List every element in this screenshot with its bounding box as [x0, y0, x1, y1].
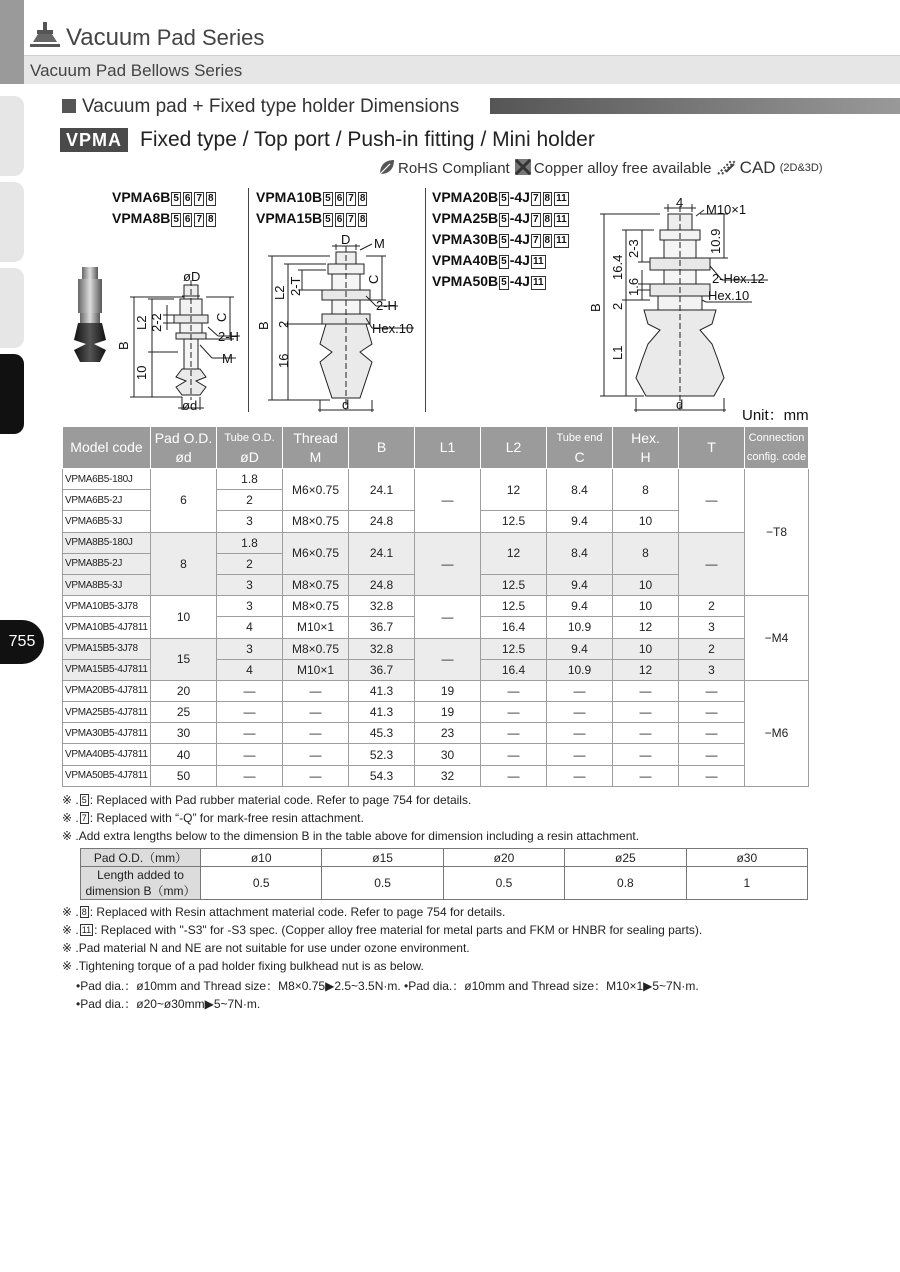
- table-row: [63, 596, 809, 617]
- note-prefix: ※ .: [62, 905, 79, 919]
- page-subtitle: Vacuum Pad Bellows Series: [30, 61, 243, 80]
- l2-cell: —: [481, 723, 547, 744]
- option-box: 7: [196, 214, 203, 225]
- add-col-header: ø30: [686, 849, 807, 867]
- column-header: [217, 427, 283, 469]
- l2-cell: 12.5: [481, 638, 547, 659]
- model-cell: VPMA8B5-180J: [63, 532, 151, 553]
- d3-hex12-label: 2-Hex.12: [712, 271, 765, 286]
- model-cell: VPMA6B5-2J: [63, 490, 151, 511]
- option-box: 5: [173, 214, 179, 225]
- l2-cell: —: [481, 765, 547, 786]
- option-box: 6: [336, 193, 343, 204]
- l2-cell: 12: [481, 532, 547, 574]
- thread-cell: M6×0.75: [283, 469, 349, 511]
- d1-od-top-label: øD: [183, 269, 201, 284]
- option-box: 8: [208, 193, 214, 204]
- tube-cell: 4: [217, 617, 283, 638]
- pad-cell: 40: [151, 744, 217, 765]
- model-code-mid: -4J: [509, 273, 530, 289]
- c-cell: —: [547, 723, 613, 744]
- thread-cell: —: [283, 680, 349, 701]
- tube-cell: —: [217, 702, 283, 723]
- note-resin: [62, 905, 505, 919]
- note-text: : Replaced with "-S3" for -S3 spec. (Copper alloy free material for metal parts and FKM or HNBR for sealing parts).: [94, 923, 703, 937]
- column-header: [613, 427, 679, 469]
- rohs-text: RoHS Compliant: [398, 160, 510, 177]
- model-code-mid: -4J: [509, 231, 530, 247]
- t-cell: —: [679, 765, 745, 786]
- l2-cell: 16.4: [481, 617, 547, 638]
- t-cell: 2: [679, 596, 745, 617]
- copper-free-text: Copper alloy free available: [533, 160, 712, 177]
- thread-cell: —: [283, 744, 349, 765]
- model-cell: VPMA30B5-4J7811: [63, 723, 151, 744]
- option-box: 5: [325, 214, 331, 225]
- column-header: [349, 427, 415, 469]
- option-box: 6: [184, 193, 191, 204]
- tube-cell: 3: [217, 511, 283, 532]
- tube-cell: 2: [217, 553, 283, 574]
- add-col-value: 0.8: [565, 867, 686, 900]
- model-cell: VPMA50B5-4J7811: [63, 765, 151, 786]
- tube-cell: —: [217, 765, 283, 786]
- b-cell: 41.3: [349, 680, 415, 701]
- h-cell: —: [613, 702, 679, 723]
- note-torque-1: •Pad dia.：ø10mm and Thread size：M8×0.75▶2.5~3.5N·m. •Pad dia.：ø10mm and Thread size：M10×1▶5~7N·m.: [76, 979, 699, 993]
- c-cell: 9.4: [547, 638, 613, 659]
- d1-t-label: 2-2: [149, 313, 164, 332]
- option-box: 7: [348, 193, 354, 204]
- thread-cell: M10×1: [283, 617, 349, 638]
- l1-cell: 19: [415, 702, 481, 723]
- add-col-header: ø15: [322, 849, 443, 867]
- h-cell: 10: [613, 596, 679, 617]
- note-s3: [62, 923, 702, 937]
- d3-d-bot-label: d: [676, 397, 684, 412]
- d3-m-label: M10×1: [706, 202, 747, 217]
- note-box: 7: [81, 813, 87, 823]
- c-cell: 9.4: [547, 596, 613, 617]
- option-box: 5: [501, 193, 507, 204]
- pad-cell: 50: [151, 765, 217, 786]
- b-cell: 52.3: [349, 744, 415, 765]
- option-box: 8: [359, 193, 366, 204]
- d1-l2-label: L2: [134, 315, 149, 330]
- add-col-header: ø25: [565, 849, 686, 867]
- option-box: 7: [196, 193, 203, 204]
- add-header-label: Pad O.D.（mm）: [81, 849, 201, 867]
- table-row: [63, 469, 809, 490]
- thread-cell: M6×0.75: [283, 532, 349, 574]
- option-box: 8: [359, 214, 366, 225]
- tube-cell: 3: [217, 574, 283, 595]
- model-cell: VPMA6B5-3J: [63, 511, 151, 532]
- table-row: [63, 638, 809, 659]
- option-box: 11: [556, 235, 567, 246]
- l2-cell: —: [481, 744, 547, 765]
- l2-cell: 12.5: [481, 574, 547, 595]
- d3-h109-label: 10.9: [708, 228, 723, 254]
- note-pad-rubber: [62, 793, 471, 807]
- b-cell: 54.3: [349, 765, 415, 786]
- d3-b-label: B: [588, 303, 603, 312]
- thread-cell: —: [283, 723, 349, 744]
- model-code-base: VPMA50B: [432, 273, 499, 289]
- column-header-line1: T: [707, 439, 716, 455]
- model-code-mid: -4J: [509, 252, 530, 268]
- h-cell: 10: [613, 511, 679, 532]
- h-cell: —: [613, 723, 679, 744]
- option-box: 7: [532, 235, 539, 246]
- h-cell: 10: [613, 574, 679, 595]
- cad-note: (2D&3D): [779, 162, 823, 174]
- product-photo: [74, 267, 106, 362]
- model-code-base: VPMA15B: [256, 210, 323, 226]
- pad-cell: 15: [151, 638, 217, 680]
- d1-od-bot-label: ød: [182, 398, 198, 413]
- option-box: 5: [501, 277, 507, 288]
- column-header-line1: L2: [505, 439, 522, 455]
- note-box: 8: [81, 907, 87, 917]
- model-code-base: VPMA30B: [432, 231, 499, 247]
- h-cell: —: [613, 744, 679, 765]
- l1-cell: —: [415, 638, 481, 680]
- column-header: [151, 427, 217, 469]
- pad-cell: 30: [151, 723, 217, 744]
- thread-cell: M8×0.75: [283, 574, 349, 595]
- model-cell: VPMA6B5-180J: [63, 469, 151, 490]
- column-header: [745, 427, 809, 469]
- c-cell: —: [547, 744, 613, 765]
- c-cell: —: [547, 702, 613, 723]
- d3-h164-label: 16.4: [610, 254, 625, 280]
- option-box: 6: [184, 214, 191, 225]
- d3-two-label: 2: [610, 302, 625, 310]
- option-box: 8: [208, 214, 214, 225]
- d1-h-label: 2-H: [218, 329, 239, 344]
- c-cell: —: [547, 680, 613, 701]
- c-cell: 10.9: [547, 659, 613, 680]
- l2-cell: 12.5: [481, 596, 547, 617]
- note-extra-length: ※ .Add extra lengths below to the dimension B in the table above for dimension including a resin attachment.: [62, 829, 640, 843]
- table-header-row: [63, 427, 809, 469]
- pad-cell: 6: [151, 469, 217, 533]
- l2-cell: —: [481, 702, 547, 723]
- option-box: 11: [556, 193, 567, 204]
- option-box: 5: [501, 256, 507, 267]
- note-text: : Replaced with “-Q” for mark-free resin attachment.: [89, 811, 364, 825]
- d2-sixteen-label: 16: [276, 353, 291, 368]
- column-header-line1: Thread: [293, 429, 338, 446]
- option-box: 11: [532, 277, 544, 288]
- add-col-header: ø20: [443, 849, 564, 867]
- note-prefix: ※ .: [62, 811, 79, 825]
- model-cell: VPMA40B5-4J7811: [63, 744, 151, 765]
- model-code-base: VPMA40B: [432, 252, 499, 268]
- table-row: [63, 723, 809, 744]
- option-box: 5: [501, 214, 507, 225]
- column-header-line1: Model code: [70, 439, 143, 455]
- add-col-value: 0.5: [443, 867, 564, 900]
- column-header-line1: Connection: [748, 431, 805, 444]
- tube-cell: 3: [217, 638, 283, 659]
- column-header-line2: config. code: [746, 450, 807, 463]
- series-title: Fixed type / Top port / Push-in fitting / Mini holder: [140, 128, 595, 151]
- add-row-label-line1: Length added to: [97, 868, 184, 882]
- model-code-mid: -4J: [509, 189, 530, 205]
- conn-cell: −M4: [745, 596, 809, 681]
- column-header-line2: M: [309, 448, 322, 465]
- l2-cell: 16.4: [481, 659, 547, 680]
- d2-t-label: 2-T: [288, 276, 303, 296]
- table-row: [63, 744, 809, 765]
- l1-cell: —: [415, 532, 481, 596]
- note-box: 11: [81, 925, 92, 935]
- note-torque: ※ .Tightening torque of a pad holder fixing bulkhead nut is as below.: [62, 959, 424, 973]
- column-header-line2: H: [640, 448, 651, 465]
- pad-cell: 20: [151, 680, 217, 701]
- dimension-drawings: [0, 0, 900, 420]
- d2-c-label: C: [366, 274, 381, 284]
- option-box: 6: [336, 214, 343, 225]
- t-cell: —: [679, 702, 745, 723]
- d2-hex-label: Hex.10: [372, 321, 414, 336]
- d3-h23-label: 2-3: [626, 239, 641, 258]
- l1-cell: —: [415, 596, 481, 638]
- d2-two-label: 2: [276, 320, 291, 328]
- option-box: 11: [556, 214, 567, 225]
- model-code-base: VPMA10B: [256, 189, 323, 205]
- b-cell: 24.8: [349, 574, 415, 595]
- l1-cell: —: [415, 469, 481, 533]
- d2-m-label: M: [374, 236, 385, 251]
- t-cell: —: [679, 680, 745, 701]
- option-box: 7: [532, 193, 539, 204]
- thread-cell: M8×0.75: [283, 596, 349, 617]
- c-cell: 8.4: [547, 469, 613, 511]
- cad-text[interactable]: CAD: [739, 158, 776, 177]
- tube-cell: 1.8: [217, 532, 283, 553]
- column-header-line1: Pad O.D.: [154, 429, 213, 446]
- l1-cell: 19: [415, 680, 481, 701]
- column-header: [679, 427, 745, 469]
- l2-cell: —: [481, 680, 547, 701]
- tube-cell: 3: [217, 596, 283, 617]
- column-header-line2: C: [574, 448, 585, 465]
- option-box: 5: [325, 193, 331, 204]
- t-cell: —: [679, 469, 745, 533]
- l1-cell: 23: [415, 723, 481, 744]
- tube-cell: —: [217, 744, 283, 765]
- d3-h16-label: 1.6: [626, 277, 641, 296]
- column-header-line2: øD: [240, 448, 259, 465]
- option-box: 8: [544, 214, 551, 225]
- pad-cell: 10: [151, 596, 217, 638]
- model-cell: VPMA15B5-4J7811: [63, 659, 151, 680]
- conn-cell: −T8: [745, 469, 809, 596]
- add-col-value: 1: [686, 867, 807, 900]
- l1-cell: 30: [415, 744, 481, 765]
- column-header-line1: Hex.: [631, 429, 660, 446]
- tube-cell: 2: [217, 490, 283, 511]
- model-cell: VPMA10B5-3J78: [63, 596, 151, 617]
- add-row-label-line2: dimension B（mm）: [85, 884, 196, 898]
- add-row-label: [81, 867, 201, 900]
- t-cell: —: [679, 532, 745, 596]
- d3-hex10-label: Hex.10: [708, 288, 750, 303]
- h-cell: —: [613, 765, 679, 786]
- thread-cell: M8×0.75: [283, 638, 349, 659]
- model-cell: VPMA10B5-4J7811: [63, 617, 151, 638]
- note-text: : Replaced with Resin attachment material code. Refer to page 754 for details.: [89, 905, 506, 919]
- column-header: [63, 427, 151, 469]
- title-prefix: Vacuu: [66, 24, 133, 51]
- t-cell: —: [679, 744, 745, 765]
- d2-h-label: 2-H: [376, 298, 397, 313]
- t-cell: —: [679, 723, 745, 744]
- column-header: [415, 427, 481, 469]
- add-col-value: 0.5: [201, 867, 322, 900]
- model-cell: VPMA20B5-4J7811: [63, 680, 151, 701]
- note-prefix: ※ .: [62, 793, 79, 807]
- l1-cell: 32: [415, 765, 481, 786]
- add-table-header: [81, 849, 808, 867]
- b-cell: 41.3: [349, 702, 415, 723]
- c-cell: 9.4: [547, 574, 613, 595]
- model-cell: VPMA8B5-2J: [63, 553, 151, 574]
- h-cell: 12: [613, 617, 679, 638]
- note-text: : Replaced with Pad rubber material code. Refer to page 754 for details.: [89, 793, 472, 807]
- tube-cell: 1.8: [217, 469, 283, 490]
- note-ozone: ※ .Pad material N and NE are not suitable for use under ozone environment.: [62, 941, 470, 955]
- tube-cell: 4: [217, 659, 283, 680]
- pad-cell: 25: [151, 702, 217, 723]
- h-cell: 12: [613, 659, 679, 680]
- column-header-line1: Tube end: [556, 431, 603, 444]
- d2-d-bot-label: d: [342, 397, 350, 412]
- d2-d-label: D: [341, 232, 351, 247]
- c-cell: 10.9: [547, 617, 613, 638]
- conn-cell: −M6: [745, 680, 809, 786]
- h-cell: 10: [613, 638, 679, 659]
- c-cell: 8.4: [547, 532, 613, 574]
- model-code-mid: -4J: [509, 210, 530, 226]
- model-cell: VPMA8B5-3J: [63, 574, 151, 595]
- thread-cell: —: [283, 702, 349, 723]
- drawing-small: [130, 280, 240, 410]
- d2-b-label: B: [256, 321, 271, 330]
- page-number: 755: [0, 620, 44, 664]
- table-row: [63, 765, 809, 786]
- model-cell: VPMA15B5-3J78: [63, 638, 151, 659]
- h-cell: 8: [613, 532, 679, 574]
- d2-l2-label: L2: [272, 285, 287, 300]
- tube-cell: —: [217, 680, 283, 701]
- section-heading-text: Vacuum pad + Fixed type holder Dimensions: [82, 96, 460, 117]
- column-header: [481, 427, 547, 469]
- model-code-base: VPMA8B: [112, 210, 171, 226]
- d1-c-label: C: [214, 312, 229, 322]
- b-cell: 36.7: [349, 617, 415, 638]
- column-header-line1: Tube O.D.: [224, 431, 275, 444]
- option-box: 8: [544, 235, 551, 246]
- d1-b-label: B: [116, 341, 131, 350]
- column-header: [547, 427, 613, 469]
- d1-m-label: M: [222, 351, 233, 366]
- d3-l1-label: L1: [610, 345, 625, 360]
- add-col-value: 0.5: [322, 867, 443, 900]
- note-torque-2: •Pad dia.：ø20~ø30mm▶5~7N·m.: [76, 997, 261, 1011]
- column-header-line1: L1: [439, 439, 456, 455]
- table-row: [63, 532, 809, 553]
- drawing-large: [600, 204, 768, 412]
- add-col-header: ø10: [201, 849, 322, 867]
- thread-cell: M8×0.75: [283, 511, 349, 532]
- b-cell: 32.8: [349, 596, 415, 617]
- b-cell: 24.1: [349, 532, 415, 574]
- column-header-line1: B: [376, 439, 387, 455]
- model-cell: VPMA25B5-4J7811: [63, 702, 151, 723]
- option-box: 11: [532, 256, 544, 267]
- model-code-base: VPMA20B: [432, 189, 499, 205]
- tube-cell: —: [217, 723, 283, 744]
- column-header: [283, 427, 349, 469]
- d3-four-label: 4: [676, 195, 684, 210]
- b-cell: 45.3: [349, 723, 415, 744]
- h-cell: —: [613, 680, 679, 701]
- c-cell: —: [547, 765, 613, 786]
- b-cell: 36.7: [349, 659, 415, 680]
- note-prefix: ※ .: [62, 923, 79, 937]
- t-cell: 2: [679, 638, 745, 659]
- option-box: 5: [173, 193, 179, 204]
- thread-cell: M10×1: [283, 659, 349, 680]
- thread-cell: —: [283, 765, 349, 786]
- l2-cell: 12.5: [481, 511, 547, 532]
- b-cell: 24.8: [349, 511, 415, 532]
- option-box: 7: [348, 214, 354, 225]
- option-box: 5: [501, 235, 507, 246]
- d1-ten-label: 10: [134, 365, 149, 380]
- option-box: 8: [544, 193, 551, 204]
- b-cell: 32.8: [349, 638, 415, 659]
- l2-cell: 12: [481, 469, 547, 511]
- note-box: 5: [81, 795, 87, 805]
- series-badge: VPMA: [60, 128, 128, 152]
- model-code-base: VPMA25B: [432, 210, 499, 226]
- pad-cell: 8: [151, 532, 217, 596]
- model-code-base: VPMA6B: [112, 189, 171, 205]
- title-rest: m Pad Series: [132, 25, 265, 50]
- table-row: [63, 680, 809, 701]
- option-box: 7: [532, 214, 539, 225]
- unit-label: Unit：mm: [742, 407, 809, 424]
- added-length-table: [80, 848, 808, 900]
- b-cell: 24.1: [349, 469, 415, 511]
- h-cell: 8: [613, 469, 679, 511]
- dimension-table: [62, 426, 809, 787]
- t-cell: 3: [679, 659, 745, 680]
- table-row: [63, 702, 809, 723]
- add-table-values: [81, 867, 808, 900]
- t-cell: 3: [679, 617, 745, 638]
- note-mark-free: [62, 811, 364, 825]
- c-cell: 9.4: [547, 511, 613, 532]
- column-header-line2: ød: [175, 448, 192, 465]
